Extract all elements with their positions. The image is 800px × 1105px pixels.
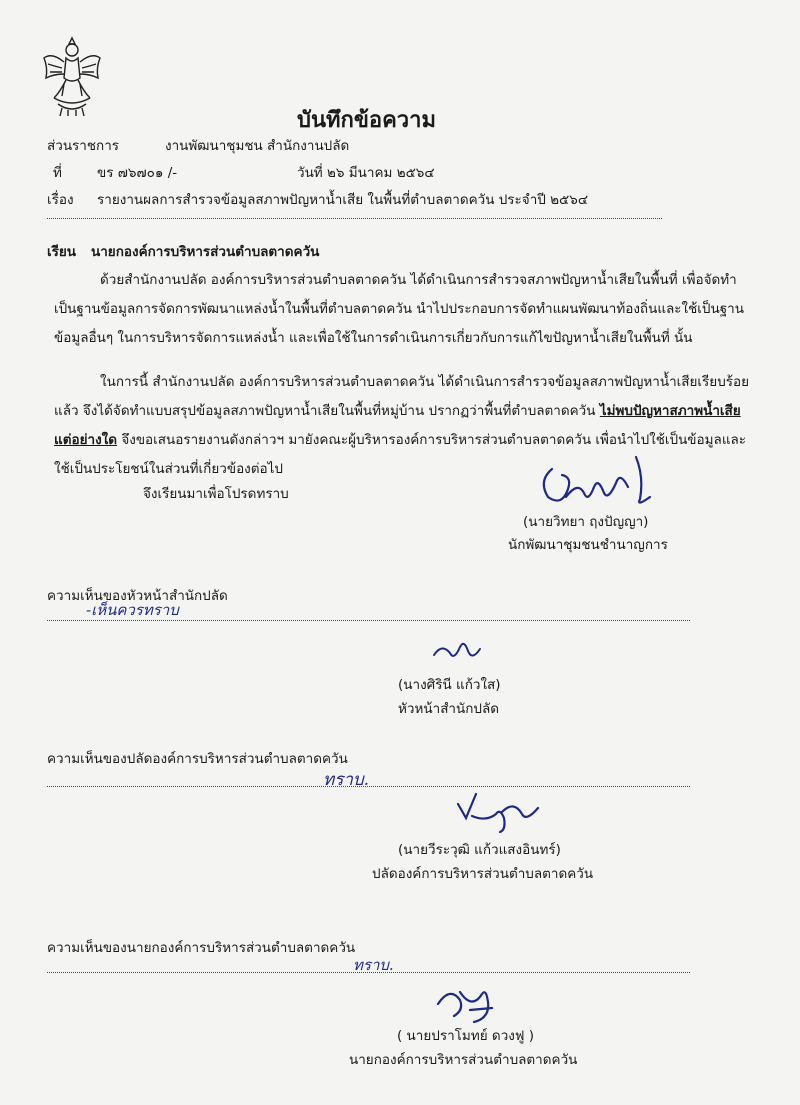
opinion1-handwritten: -เห็นควรทราบ — [86, 601, 179, 619]
closing-line: จึงเรียนมาเพื่อโปรดทราบ — [143, 486, 289, 502]
memo-title: บันทึกข้อความ — [297, 108, 437, 133]
dept-label: ส่วนราชการ — [47, 138, 120, 154]
para1-text: ด้วยสำนักงานปลัด องค์การบริหารส่วนตำบลตาดควัน ได้ดำเนินการสำรวจสภาพปัญหาน้ำเสียในพื้นที่ เพื่อจัดทำเป็นฐานข้อมูลการจัดการพัฒนาแหล่งน้ำในพื้นที่ตำบลตาดควัน นำไปประกอบการจัดทำแผนพัฒนาท้องถิ่นและใช้เป็นฐานข้อมูลอื่นๆ ในการบริหารจัดการแหล่งน้ำ และเพื่อใช้ในการดำเนินการเกี่ยวกับการแก้ไขปัญหาน้ำเสียในพื้นที่ นั้น — [54, 272, 744, 346]
opinion2-label: ความเห็นของปลัดองค์การบริหารส่วนตำบลตาดควัน — [47, 751, 348, 767]
opinion2-line — [47, 786, 690, 787]
ref-value: ขร ๗๖๗๐๑ /- — [97, 165, 178, 181]
signature-2 — [428, 633, 488, 669]
salutation-value: นายกองค์การบริหารส่วนตำบลตาดควัน — [91, 244, 320, 260]
signature-3 — [450, 790, 550, 836]
signer3-name: (นายวีระวุฒิ แก้วแสงอินทร์) — [398, 842, 561, 858]
opinion1-label: ความเห็นของหัวหน้าสำนักปลัด — [47, 588, 228, 604]
signer4-position: นายกองค์การบริหารส่วนตำบลตาดควัน — [349, 1052, 578, 1068]
para2-emphasis: ไม่พบปัญหาสภาพน้ำเสียแต่อย่างใด — [54, 403, 741, 448]
salutation-label: เรียน — [47, 244, 77, 260]
subject-value: รายงานผลการสำรวจข้อมูลสภาพปัญหาน้ำเสีย ในพื้นที่ตำบลตาดควัน ประจำปี ๒๕๖๔ — [97, 192, 589, 208]
signer4-name: ( นายปราโมทย์ ดวงฟู ) — [397, 1028, 534, 1044]
opinion2-handwritten: ทราบ. — [323, 770, 370, 790]
header-divider — [47, 218, 662, 219]
para2-text-b: จึงขอเสนอรายงานดังกล่าวฯ มายังคณะผู้บริหารองค์การบริหารส่วนตำบลตาดควัน เพื่อนำไปใช้เป็นข้อมูลและใช้เป็นประโยชน์ในส่วนที่เกี่ยวข้องต่อไป — [54, 432, 747, 477]
signer2-name: (นางศิรินี แก้วใส) — [398, 677, 501, 693]
opinion1-line — [47, 620, 690, 621]
subject-label: เรื่อง — [47, 192, 74, 208]
memo-date: วันที่ ๒๖ มีนาคม ๒๕๖๔ — [297, 165, 435, 181]
signer3-position: ปลัดองค์การบริหารส่วนตำบลตาดควัน — [372, 866, 594, 882]
ref-label: ที่ — [53, 165, 62, 181]
signer1-name: (นายวิทยา ฤงปัญญา) — [523, 514, 649, 530]
garuda-emblem-icon — [40, 34, 104, 118]
signer2-position: หัวหน้าสำนักปลัด — [398, 701, 500, 717]
signature-1 — [532, 447, 662, 517]
opinion3-handwritten: ทราบ. — [353, 956, 394, 974]
body-paragraph-1 — [54, 266, 754, 353]
signature-4 — [430, 980, 500, 1026]
opinion3-label: ความเห็นของนายกองค์การบริหารส่วนตำบลตาดควัน — [47, 940, 356, 956]
para2-text-a: ในการนี้ สำนักงานปลัด องค์การบริหารส่วนตำบลตาดควัน ได้ดำเนินการสำรวจข้อมูลสภาพปัญหาน้ำเสียเรียบร้อยแล้ว จึงได้จัดทำแบบสรุปข้อมูลสภาพปัญหาน้ำเสียในพื้นที่หมู่บ้าน ปรากฏว่าพื้นที่ตำบลตาดควัน — [54, 374, 750, 419]
signer1-position: นักพัฒนาชุมชนชำนาญการ — [508, 537, 668, 553]
opinion3-line — [47, 972, 690, 973]
dept-value: งานพัฒนาชุมชน สำนักงานปลัด — [165, 138, 350, 154]
